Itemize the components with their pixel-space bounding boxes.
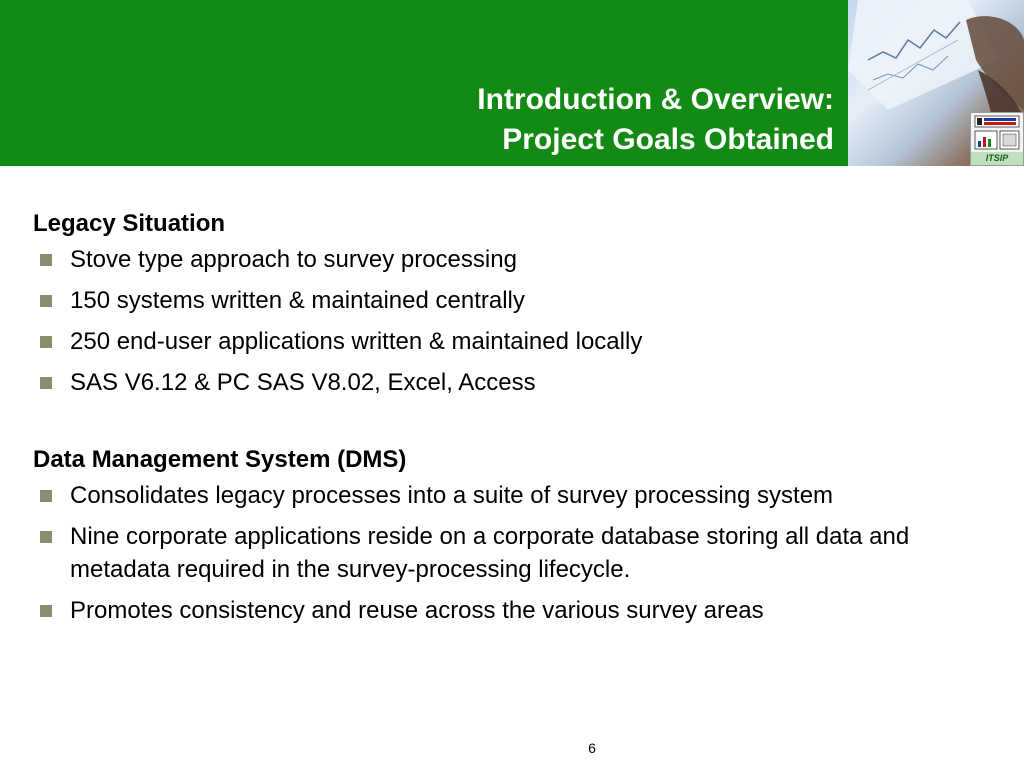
- bullet-item: [33, 243, 993, 276]
- square-bullet-icon: [40, 336, 52, 348]
- dms-bullet-list: [33, 479, 993, 627]
- square-bullet-icon: [40, 605, 52, 617]
- title-banner: [0, 0, 848, 166]
- logo-caption: ITSIP: [971, 152, 1023, 165]
- section-heading-legacy: Legacy Situation: [33, 210, 226, 237]
- section-heading-dms: Data Management System (DMS): [33, 446, 407, 473]
- bullet-item: [33, 479, 993, 512]
- bullet-text: Promotes consistency and reuse across the various survey areas: [70, 597, 764, 624]
- square-bullet-icon: [40, 531, 52, 543]
- logo-graphic: [971, 113, 1023, 153]
- bullet-item: [33, 366, 993, 399]
- bullet-text: 150 systems written & maintained centrally: [70, 287, 525, 314]
- legacy-bullet-list: [33, 243, 993, 399]
- bullet-item: [33, 284, 993, 317]
- itsip-logo: [970, 112, 1024, 166]
- slide-title-line-1: Introduction & Overview:: [477, 83, 834, 116]
- bullet-text: SAS V6.12 & PC SAS V8.02, Excel, Access: [70, 369, 536, 396]
- square-bullet-icon: [40, 377, 52, 389]
- square-bullet-icon: [40, 254, 52, 266]
- bullet-text: Nine corporate applications reside on a corporate database storing all data and metadata required in the survey-processing lifecycle.: [70, 523, 910, 583]
- slide-body: [33, 205, 993, 635]
- bullet-item: [33, 520, 993, 586]
- bullet-text: 250 end-user applications written & maintained locally: [70, 328, 643, 355]
- bullet-item: [33, 325, 993, 358]
- slide-title: [477, 80, 834, 160]
- bullet-item: [33, 594, 993, 627]
- bullet-text: Consolidates legacy processes into a suite of survey processing system: [70, 482, 834, 509]
- section-spacer: [33, 407, 993, 441]
- square-bullet-icon: [40, 295, 52, 307]
- bullet-text: Stove type approach to survey processing: [70, 246, 517, 273]
- slide-title-line-2: Project Goals Obtained: [502, 123, 834, 156]
- square-bullet-icon: [40, 490, 52, 502]
- page-number: 6: [588, 740, 596, 756]
